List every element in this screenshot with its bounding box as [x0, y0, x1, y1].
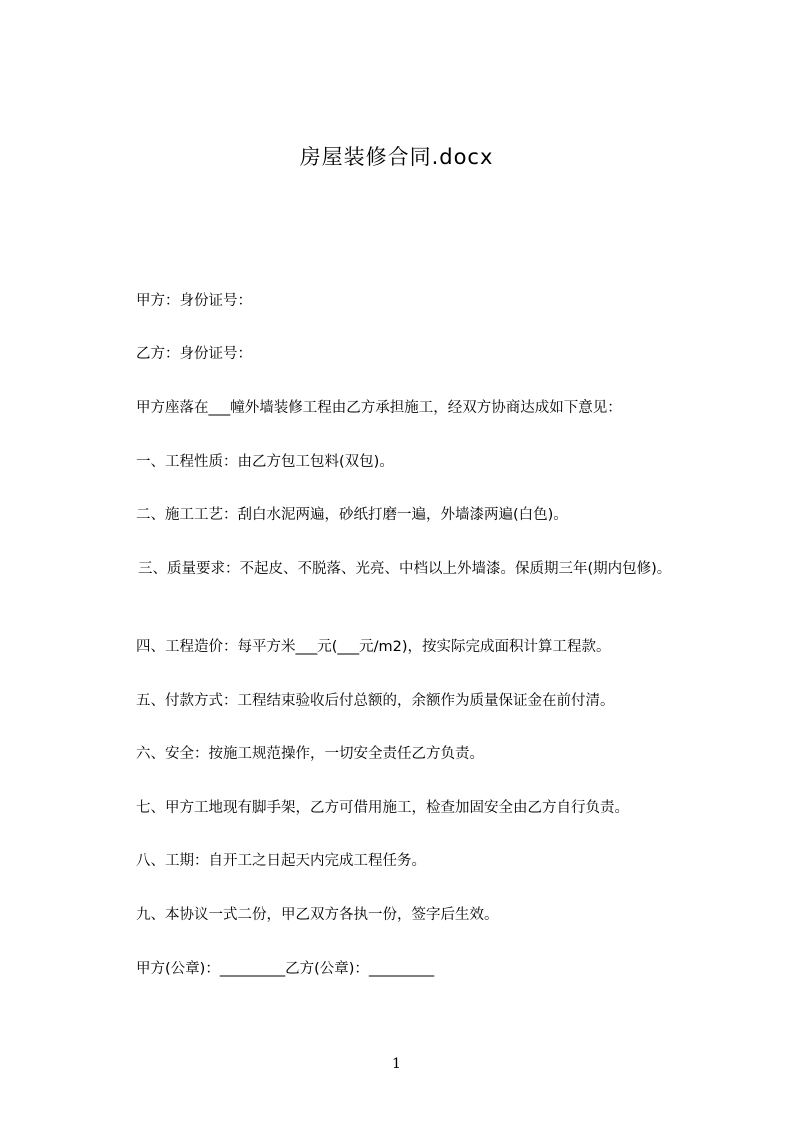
- clause-4-cost: 四、工程造价：每平方米___元(___元/m2)，按实际完成面积计算工程款。: [136, 639, 611, 655]
- clause-1-nature: 一、工程性质：由乙方包工包料(双包)。: [136, 454, 394, 470]
- document-title: 房屋装修合同.docx: [299, 145, 494, 169]
- clause-9-effect: 九、本协议一式二份，甲乙双方各执一份，签字后生效。: [136, 907, 499, 923]
- preamble-paragraph: 甲方座落在___幢外墙装修工程由乙方承担施工，经双方协商达成如下意见：: [136, 400, 622, 416]
- clause-3-quality: 三、质量要求：不起皮、不脱落、光亮、中档以上外墙漆。保质期三年(期内包修)。: [138, 561, 672, 577]
- signature-line: 甲方(公章)：_________乙方(公章)：_________: [136, 961, 435, 977]
- clause-2-process: 二、施工工艺：刮白水泥两遍，砂纸打磨一遍，外墙漆两遍(白色)。: [136, 507, 568, 523]
- page-number: 1: [392, 1056, 401, 1072]
- clause-8-schedule: 八、工期：自开工之日起天内完成工程任务。: [136, 853, 426, 869]
- clause-5-payment: 五、付款方式：工程结束验收后付总额的，余额作为质量保证金在前付清。: [136, 693, 615, 709]
- party-a-id-line: 甲方：身份证号：: [136, 293, 252, 309]
- clause-7-scaffolding: 七、甲方工地现有脚手架，乙方可借用施工，检查加固安全由乙方自行负责。: [136, 800, 629, 816]
- clause-6-safety: 六、安全：按施工规范操作，一切安全责任乙方负责。: [136, 746, 484, 762]
- party-b-id-line: 乙方：身份证号：: [136, 346, 252, 362]
